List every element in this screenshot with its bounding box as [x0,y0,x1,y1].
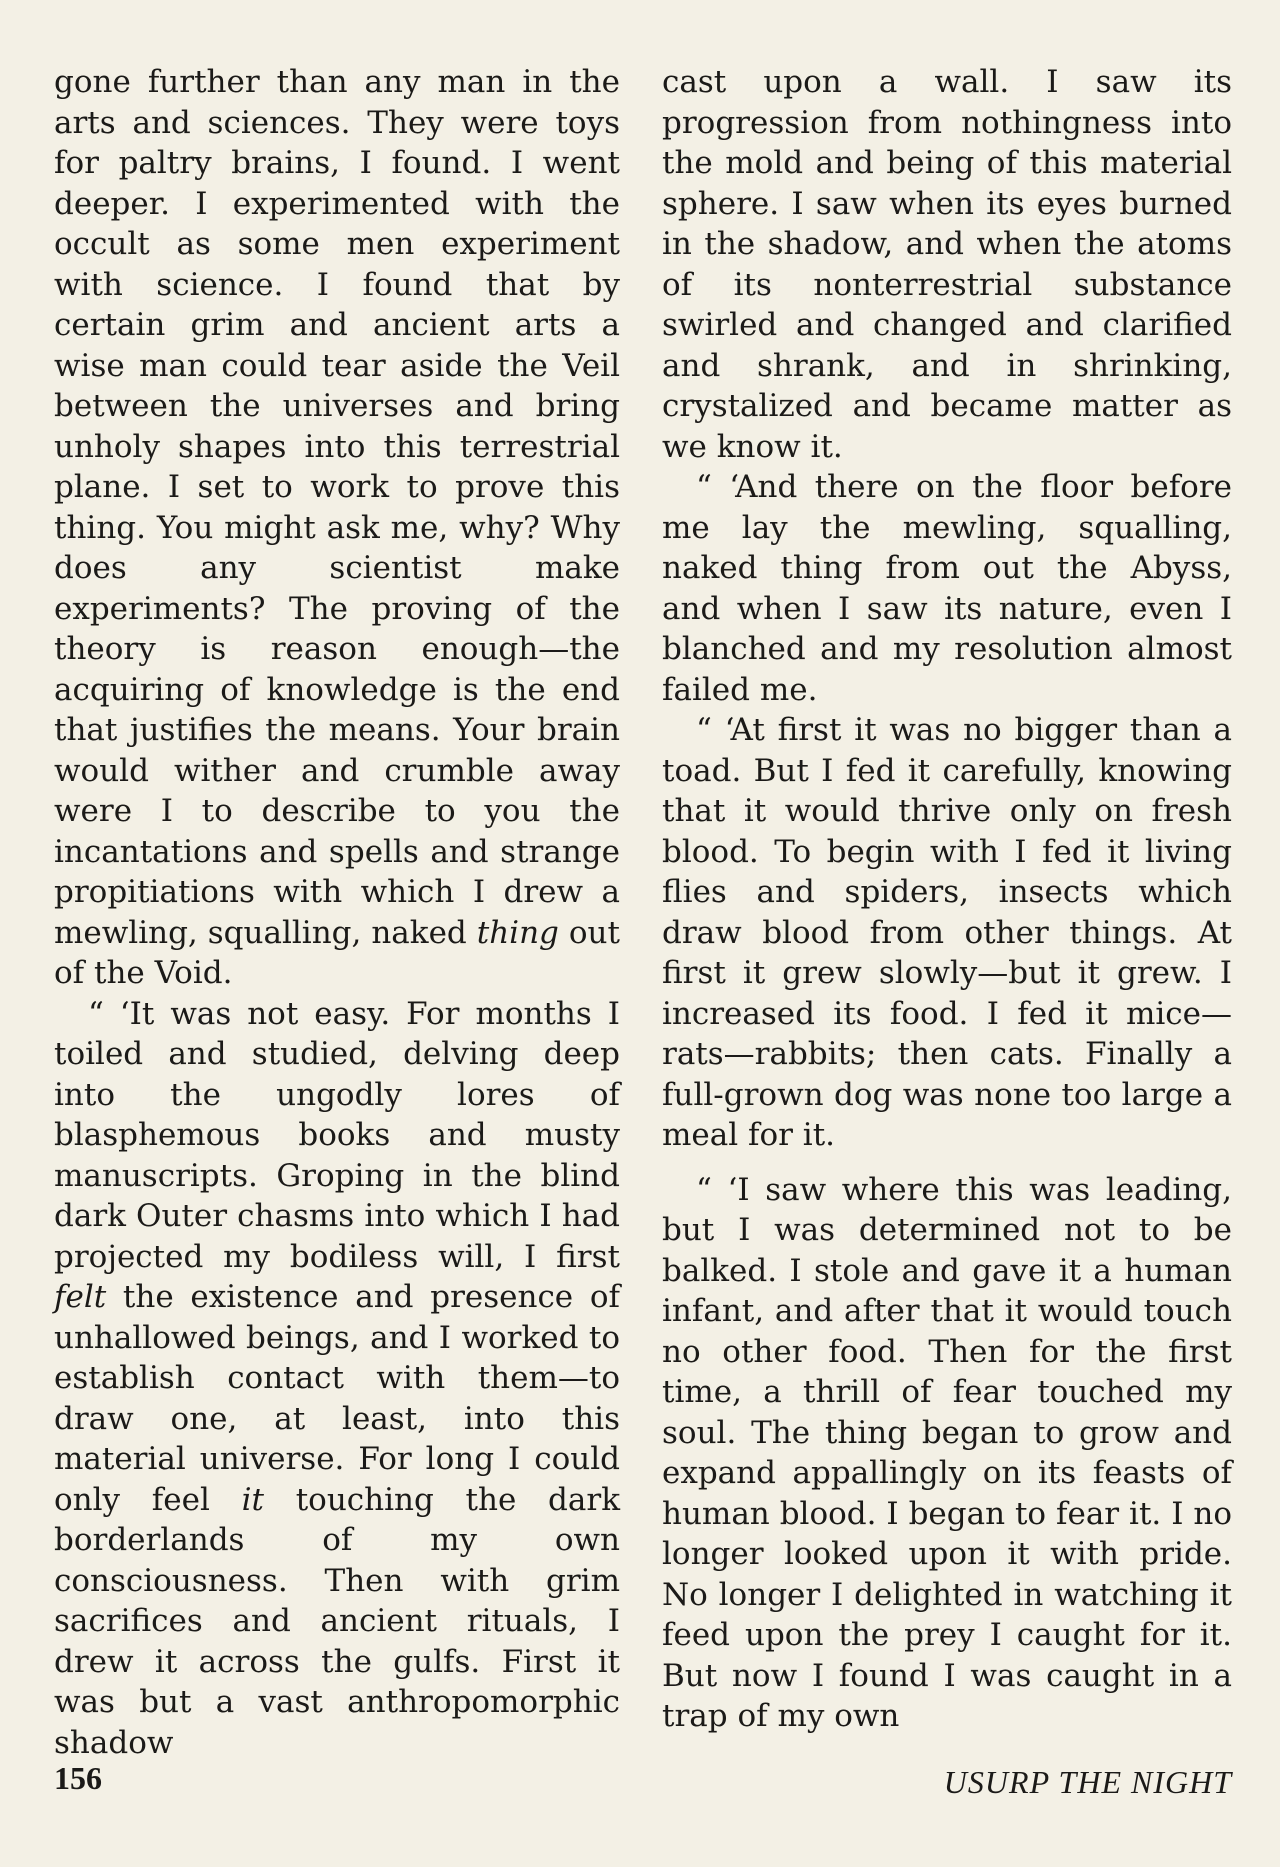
left-column [54,62,620,1763]
left-paragraph-2 [54,994,620,1764]
page-number: 156 [54,1760,102,1796]
left-paragraph-1 [54,62,620,994]
left-paragraph-2-mid: the existence and presence of unhallowed beings, and I worked to establish contact with them—to draw one, at least, into this material universe. For long I could only feel [54,1279,620,1518]
left-paragraph-1-text: gone further than any man in the arts and sciences. They were toys for paltry brains, I found. I went deeper. I experimented with the occult as some men experiment with science. I found that by certain grim and ancient arts a wise man could tear aside the Veil between the universes and bring unholy shapes into this terrestrial plane. I set to work to prove this thing. You might ask me, why? Why does any scientist make experiments? The proving of the theory is reason enough—the acquiring of knowledge is the end that justifies the means. Your brain would wither and crumble away were I to describe to you the incantations and spells and strange propitiations with which I drew a mewling, squalling, naked [54,64,620,951]
running-title: USURP THE NIGHT [943,1764,1232,1800]
right-paragraph-3: “ ‘At first it was no bigger than a toad. But I fed it carefully, knowing that it would thrive only on fresh blood. To begin with I fed it living flies and spiders, insects which draw blood from other things. At first it grew slowly—but it grew. I increased its food. I fed it mice—rats—rabbits; then cats. Finally a full-grown dog was none too large a meal for it. [662,712,1232,1153]
right-paragraph-4: “ ‘I saw where this was leading, but I was determined not to be balked. I stole and gave it a human infant, and after that it would touch no other food. Then for the first time, a thrill of fear touched my soul. The thing began to grow and expand appallingly on its feasts of human blood. I began to fear it. I no longer looked upon it with pride. No longer I delighted in watching it feed upon the prey I caught for it. But now I found I was caught in a trap of my own [662,1171,1232,1734]
left-paragraph-1-end: out of the Void. [54,914,620,991]
left-paragraph-2-italic-2: it [241,1481,264,1518]
right-paragraph-1: cast upon a wall. I saw its progression from nothingness into the mold and being of this material sphere. I saw when its eyes burned in the shadow, and when the atoms of its nonterrestrial substance swirled and changed and clarified and shrank, and in shrinking, crystalized and became matter as we know it. [662,64,1232,465]
left-paragraph-2-italic-1: felt [54,1279,107,1315]
left-paragraph-1-italic: thing [476,914,559,951]
right-column [662,62,1232,1737]
left-paragraph-2-end: touching the dark borderlands of my own consciousness. Then with grim sacrifices and ancient rituals, I drew it across the gulfs. First it was but a vast anthropomorphic shadow [54,1481,620,1761]
right-paragraph-2: “ ‘And there on the floor before me lay the mewling, squalling, naked thing from out the Abyss, and when I saw its nature, even I blanched and my resolution almost failed me. [662,469,1232,708]
left-paragraph-2-start: “ ‘It was not easy. For months I toiled and studied, delving deep into the ungodly lores of blasphemous books and musty manuscripts. Groping in the blind dark Outer chasms into which I had projected my bodiless will, I first [54,995,620,1275]
